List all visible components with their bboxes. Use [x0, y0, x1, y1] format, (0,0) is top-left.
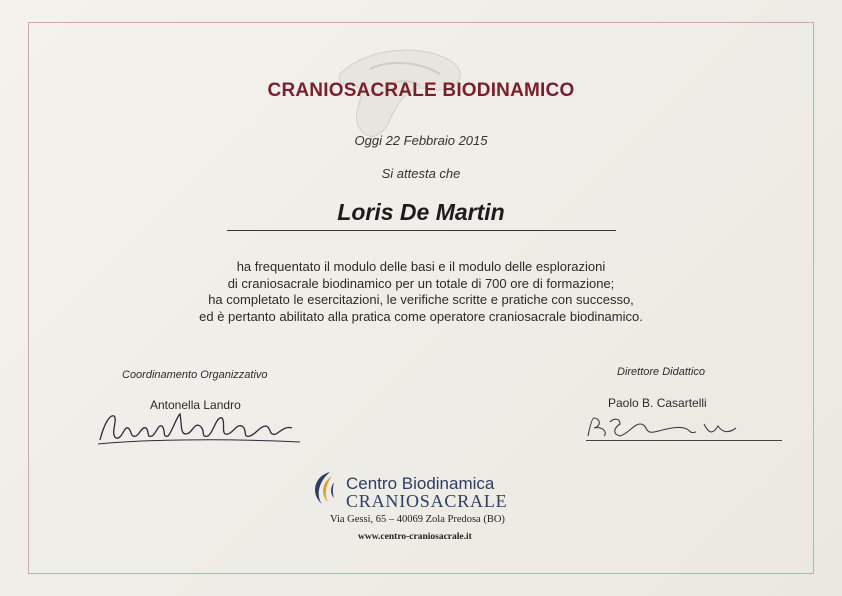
certificate-date: Oggi 22 Febbraio 2015 [354, 133, 488, 148]
body-line: ha completato le esercitazioni, le verifiche scritte e pratiche con successo, [208, 292, 634, 307]
logo-text-line2: CRANIOSACRALE [346, 491, 508, 511]
left-handwritten-signature [96, 404, 306, 450]
left-signature-title: Coordinamento Organizzativo [122, 369, 268, 381]
logo-text-line1: Centro Biodinamica [346, 474, 495, 493]
crescent-flame-logo-icon [308, 468, 344, 508]
footer-address: Via Gessi, 65 – 40069 Zola Predosa (BO) [330, 514, 505, 525]
right-handwritten-signature [584, 412, 744, 442]
attest-text: Si attesta che [381, 166, 461, 181]
right-signature-title: Direttore Didattico [617, 366, 706, 378]
body-line: ha frequentato il modulo delle basi e il modulo delle esplorazioni [236, 259, 606, 274]
right-signature-name: Paolo B. Casartelli [608, 396, 707, 410]
footer-website: www.centro-craniosacrale.it [358, 532, 472, 542]
body-line: ed è pertanto abilitato alla pratica come operatore craniosacrale biodinamico. [199, 308, 643, 324]
certificate-heading: CRANIOSACRALE BIODINAMICO [267, 80, 575, 101]
recipient-name: Loris De Martin [337, 199, 505, 225]
recipient-name-underline [227, 230, 616, 231]
certificate-body [0, 259, 842, 325]
body-line: di craniosacrale biodinamico per un totale di 700 ore di formazione; [227, 275, 615, 291]
left-signature-name: Antonella Landro [150, 398, 241, 412]
